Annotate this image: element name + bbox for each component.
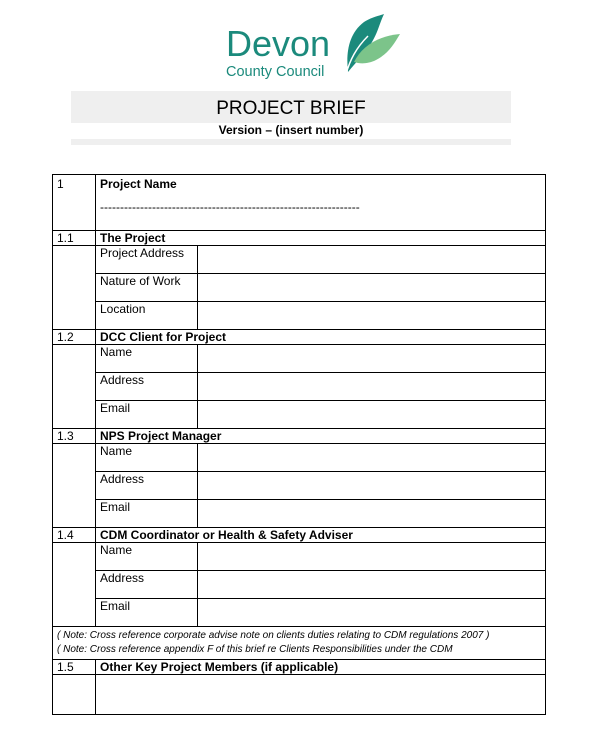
field-row	[53, 274, 546, 302]
field-row	[53, 246, 546, 274]
note-row	[53, 627, 546, 660]
number-spacer	[53, 675, 96, 715]
section-number: 1.4	[53, 528, 96, 543]
location-field[interactable]	[198, 302, 546, 330]
version-line: Version – (insert number)	[218, 123, 364, 137]
client-address-field[interactable]	[198, 373, 546, 401]
project-name-cell[interactable]	[96, 175, 546, 231]
field-label: Name	[96, 543, 198, 571]
logo-name: Devon	[226, 23, 331, 64]
project-brief-table	[52, 174, 546, 715]
section-number: 1.3	[53, 429, 96, 444]
field-row	[53, 302, 546, 330]
nature-of-work-field[interactable]	[198, 274, 546, 302]
other-members-field[interactable]	[96, 675, 546, 715]
section-header-row	[53, 231, 546, 246]
field-row	[53, 543, 546, 571]
field-row	[53, 571, 546, 599]
field-label: Nature of Work	[96, 274, 198, 302]
section-title: The Project	[96, 231, 546, 246]
section-project-name	[53, 175, 546, 231]
field-row	[53, 500, 546, 528]
field-label: Email	[96, 500, 198, 528]
project-name-line: -----------------------------------------------------------------	[100, 200, 360, 214]
note-line: ( Note: Cross reference appendix F of this brief re Clients Responsibilities under the CDM	[57, 644, 453, 655]
field-label: Address	[96, 571, 198, 599]
field-row	[53, 345, 546, 373]
number-spacer	[53, 543, 96, 627]
field-label: Address	[96, 472, 198, 500]
field-row	[53, 373, 546, 401]
number-spacer	[53, 246, 96, 330]
cdm-email-field[interactable]	[198, 599, 546, 627]
section-number: 1.1	[53, 231, 96, 246]
field-label: Project Address	[96, 246, 198, 274]
field-row	[53, 599, 546, 627]
manager-email-field[interactable]	[198, 500, 546, 528]
devon-logo	[224, 14, 404, 80]
cdm-address-field[interactable]	[198, 571, 546, 599]
section-title: NPS Project Manager	[96, 429, 546, 444]
section-title: DCC Client for Project	[96, 330, 546, 345]
section-header-row	[53, 429, 546, 444]
leaf-icon	[334, 14, 404, 76]
manager-address-field[interactable]	[198, 472, 546, 500]
number-spacer	[53, 345, 96, 429]
field-row	[53, 472, 546, 500]
section-title: CDM Coordinator or Health & Safety Adviser	[96, 528, 546, 543]
project-address-field[interactable]	[198, 246, 546, 274]
section-title: Project Name	[100, 177, 177, 191]
field-label: Email	[96, 599, 198, 627]
section-number: 1.5	[53, 660, 96, 675]
cdm-name-field[interactable]	[198, 543, 546, 571]
field-row	[53, 444, 546, 472]
client-email-field[interactable]	[198, 401, 546, 429]
version-band	[71, 139, 511, 145]
section-header-row	[53, 330, 546, 345]
client-name-field[interactable]	[198, 345, 546, 373]
field-label: Email	[96, 401, 198, 429]
field-label: Name	[96, 345, 198, 373]
note-line: ( Note: Cross reference corporate advise note on clients duties relating to CDM regulations 2007 )	[57, 630, 490, 641]
field-label: Location	[96, 302, 198, 330]
field-label: Name	[96, 444, 198, 472]
section-number: 1.2	[53, 330, 96, 345]
page-title: PROJECT BRIEF	[216, 98, 366, 119]
section-header-row	[53, 528, 546, 543]
field-row	[53, 675, 546, 715]
manager-name-field[interactable]	[198, 444, 546, 472]
section-number: 1	[53, 175, 96, 231]
section-title: Other Key Project Members (if applicable)	[96, 660, 546, 675]
section-header-row	[53, 660, 546, 675]
field-label: Address	[96, 373, 198, 401]
number-spacer	[53, 444, 96, 528]
logo-subtitle: County Council	[226, 64, 325, 80]
cdm-note	[53, 627, 546, 660]
field-row	[53, 401, 546, 429]
